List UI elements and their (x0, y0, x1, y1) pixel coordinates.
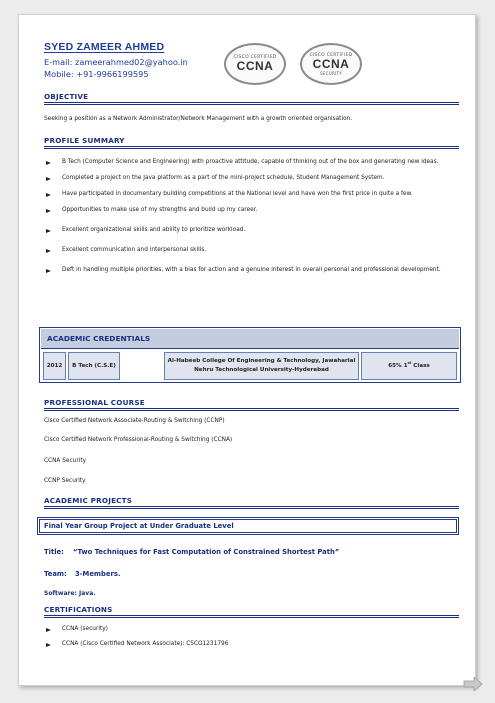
objective-heading: OBJECTIVE (44, 92, 459, 103)
objective-text: Seeking a position as a Network Administrator/Network Management with a growth oriented organisation. (44, 116, 353, 122)
profile-summary-list (44, 157, 456, 276)
logo-top-text: CISCO CERTIFIED (233, 55, 277, 60)
academic-score-cell: 65% 1st Class (361, 352, 457, 380)
arrow-bullet-icon (46, 229, 51, 233)
logo-main-text: CCNA (236, 59, 274, 73)
course-item: CCNA Security (44, 458, 87, 464)
ccna-security-logo (300, 43, 362, 85)
list-item: CCNA (security) (44, 624, 456, 635)
project-team-value: 3-Members. (75, 570, 121, 578)
logo-main-text: CCNA (312, 56, 350, 71)
project-software: Software: Java. (44, 590, 96, 597)
arrow-bullet-icon (46, 209, 51, 213)
arrow-bullet-icon (46, 269, 51, 273)
list-item: CCNA (Cisco Certified Network Associate): CSCO1231796 (44, 639, 456, 650)
arrow-bullet-icon (46, 177, 51, 181)
list-item: Deft in handling multiple priorities, with a bias for action and a genuine interest in overall personal and professional development. (44, 265, 456, 276)
project-title-label: Title: (44, 548, 64, 556)
project-team-label: Team: (44, 570, 67, 578)
academic-degree-cell: B Tech (C.S.E) (68, 352, 120, 380)
project-title-box: Final Year Group Project at Under Graduate Level (39, 519, 457, 533)
email-text[interactable]: E-mail: zameerahmed02@yahoo.in (44, 57, 188, 67)
academic-credentials-table (39, 327, 461, 383)
logo-bottom-text: SECURITY (319, 70, 343, 76)
list-item: B Tech (Computer Science and Engineering) with proactive attitude, capable of thinking out of the box and generating new ideas. (44, 157, 456, 168)
academic-credentials-heading: ACADEMIC CREDENTIALS (41, 329, 459, 349)
arrow-bullet-icon (46, 161, 51, 165)
academic-college-cell: Al-Habeeb College Of Engineering & Technology, Jawaharlal Nehru Technological University-Hyderabad (164, 352, 359, 380)
course-item: Cisco Certified Network Professional-Routing & Switching (CCNA) (44, 437, 233, 443)
logo-top-text: CISCO CERTIFIED (309, 52, 353, 58)
ccna-logo (224, 43, 286, 85)
list-item: Excellent organizational skills and ability to prioritize workload. (44, 225, 456, 236)
resume-page (18, 14, 476, 686)
certifications-heading: CERTIFICATIONS (44, 605, 459, 616)
course-item: CCNP Security (44, 478, 86, 484)
arrow-bullet-icon (46, 643, 51, 647)
course-item: Cisco Certified Network Associate-Routing & Switching (CCNP) (44, 418, 225, 424)
academic-year-cell: 2012 (43, 352, 66, 380)
arrow-bullet-icon (46, 628, 51, 632)
professional-course-heading: PROFESSIONAL COURSE (44, 398, 459, 409)
next-page-arrow-icon[interactable] (463, 677, 483, 691)
mobile-text: Mobile: +91-9966199595 (44, 69, 149, 79)
arrow-bullet-icon (46, 193, 51, 197)
list-item: Excellent communication and interpersonal skills. (44, 245, 456, 256)
candidate-name: SYED ZAMEER AHMED (44, 41, 165, 53)
list-item: Completed a project on the Java platform as a part of the mini-project schedule, Student Management System. (44, 173, 456, 184)
list-item: Have participated in documentary building competitions at the National level and have won the first price in quite a few. (44, 189, 456, 200)
arrow-bullet-icon (46, 249, 51, 253)
academic-projects-heading: ACADEMIC PROJECTS (44, 496, 459, 507)
certifications-list (44, 624, 456, 650)
project-title-value: “Two Techniques for Fast Computation of Constrained Shortest Path” (73, 548, 340, 556)
list-item: Opportunities to make use of my strengths and build up my career. (44, 205, 456, 216)
profile-summary-heading: PROFILE SUMMARY (44, 136, 459, 147)
